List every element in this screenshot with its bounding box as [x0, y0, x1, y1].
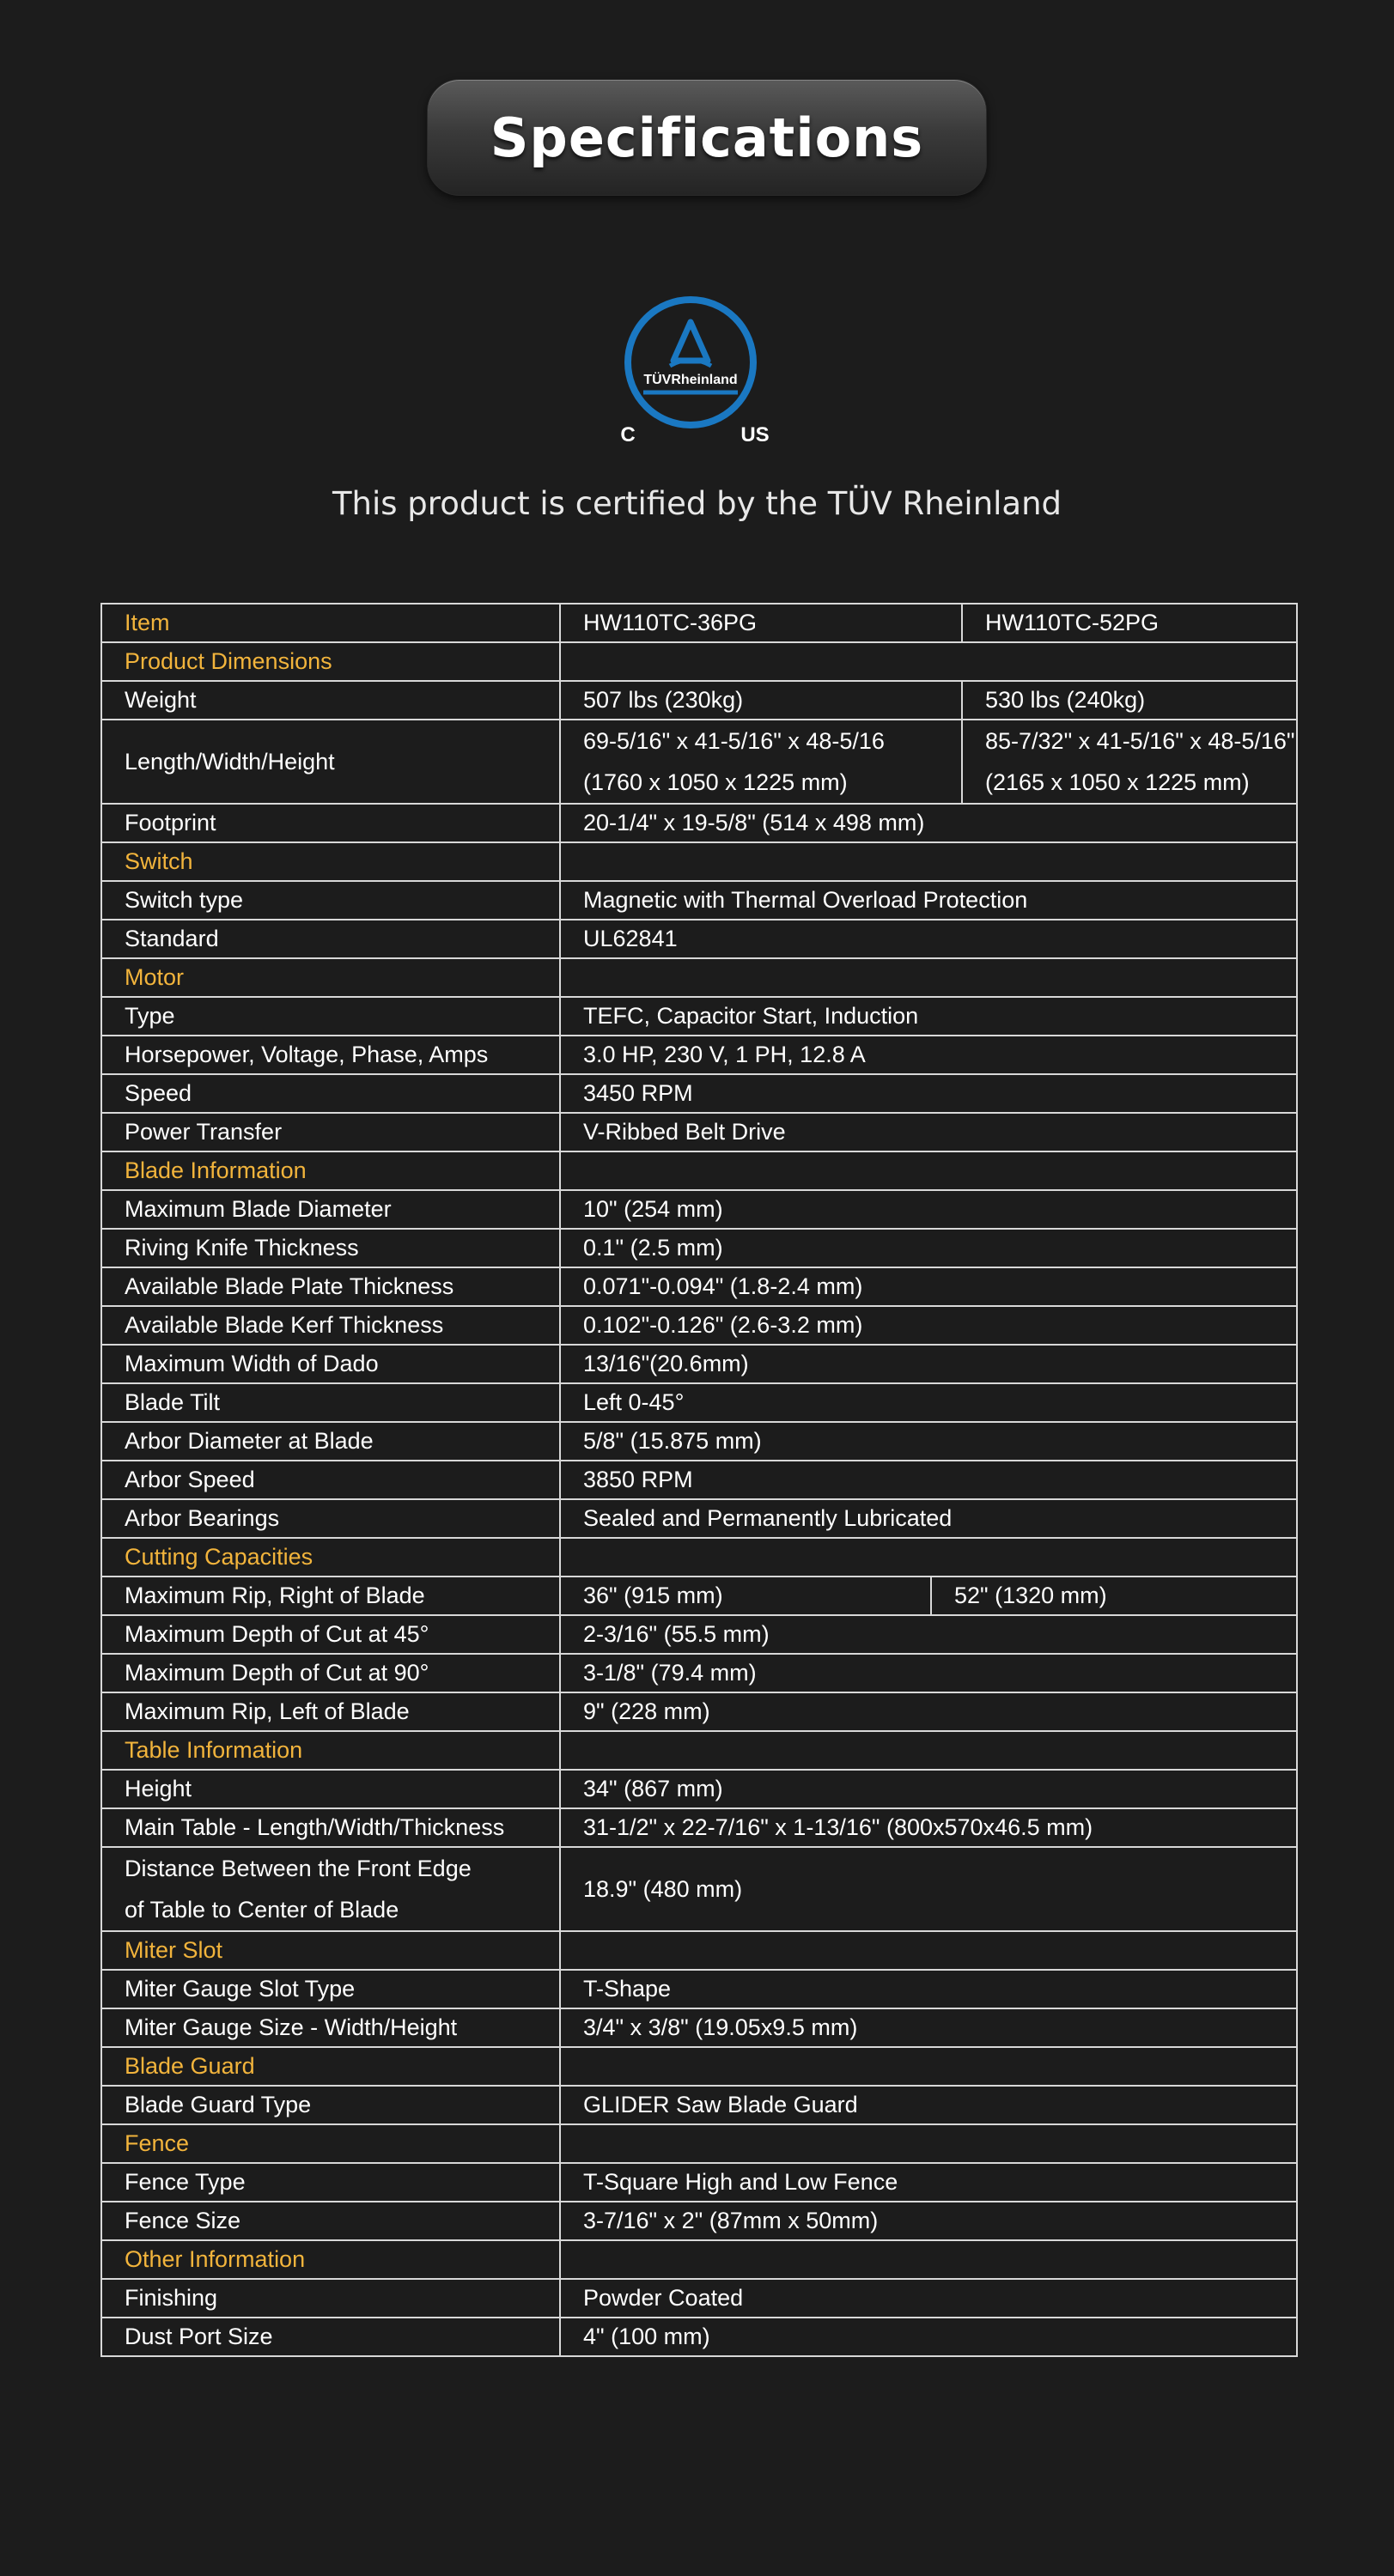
spec-label: Miter Gauge Size - Width/Height	[101, 2008, 560, 2047]
spec-value: 3-7/16" x 2" (87mm x 50mm)	[560, 2202, 1297, 2240]
section-label: Blade Information	[101, 1151, 560, 1190]
section-row-miter-slot	[101, 1931, 1297, 1970]
section-row-blade-guard	[101, 2047, 1297, 2086]
spec-row	[101, 1383, 1297, 1422]
spec-value: 13/16"(20.6mm)	[560, 1345, 1297, 1383]
page-title: Specifications	[490, 106, 924, 169]
spec-value: 2-3/16" (55.5 mm)	[560, 1615, 1297, 1654]
spec-label: Maximum Width of Dado	[101, 1345, 560, 1383]
spec-label: Miter Gauge Slot Type	[101, 1970, 560, 2008]
section-row-switch	[101, 842, 1297, 881]
section-label: Motor	[101, 958, 560, 997]
spec-value: T-Shape	[560, 1970, 1297, 2008]
spec-label: Standard	[101, 920, 560, 958]
spec-value: Sealed and Permanently Lubricated	[560, 1499, 1297, 1538]
spec-value: T-Square High and Low Fence	[560, 2163, 1297, 2202]
spec-value: 31-1/2" x 22-7/16" x 1-13/16" (800x570x46.5 mm)	[560, 1808, 1297, 1847]
spec-row	[101, 1190, 1297, 1229]
spec-value: 3850 RPM	[560, 1461, 1297, 1499]
spec-row	[101, 2202, 1297, 2240]
spec-value: V-Ribbed Belt Drive	[560, 1113, 1297, 1151]
spec-value: 3.0 HP, 230 V, 1 PH, 12.8 A	[560, 1036, 1297, 1074]
spec-row	[101, 681, 1297, 720]
spec-value: GLIDER Saw Blade Guard	[560, 2086, 1297, 2124]
spec-label: Arbor Bearings	[101, 1499, 560, 1538]
section-empty-cell	[560, 1538, 1297, 1577]
spec-row	[101, 1422, 1297, 1461]
spec-row	[101, 1654, 1297, 1692]
section-empty-cell	[560, 2047, 1297, 2086]
spec-value: 0.071"-0.094" (1.8-2.4 mm)	[560, 1267, 1297, 1306]
section-label: Cutting Capacities	[101, 1538, 560, 1577]
spec-value-model-b: 85-7/32" x 41-5/16" x 48-5/16" (2165 x 1050 x 1225 mm)	[962, 720, 1297, 804]
logo-brand-text: TÜVRheinland	[643, 373, 738, 387]
spec-label: Height	[101, 1770, 560, 1808]
cert-mark-c: C	[620, 423, 636, 447]
spec-row	[101, 804, 1297, 842]
spec-row	[101, 2318, 1297, 2356]
section-empty-cell	[560, 642, 1297, 681]
spec-row	[101, 1970, 1297, 2008]
section-row-blade-information	[101, 1151, 1297, 1190]
spec-value: 0.102"-0.126" (2.6-3.2 mm)	[560, 1306, 1297, 1345]
header-item-label: Item	[101, 604, 560, 642]
spec-row	[101, 1074, 1297, 1113]
section-label: Fence	[101, 2124, 560, 2163]
spec-label: Distance Between the Front Edge of Table to Center of Blade	[101, 1847, 560, 1931]
spec-label: Maximum Rip, Right of Blade	[101, 1577, 560, 1615]
spec-label: Riving Knife Thickness	[101, 1229, 560, 1267]
tuv-triangle-icon	[673, 322, 708, 361]
spec-row	[101, 1345, 1297, 1383]
cert-mark-us: US	[740, 423, 770, 447]
section-empty-cell	[560, 1151, 1297, 1190]
specifications-title-banner	[427, 79, 987, 196]
spec-value: Magnetic with Thermal Overload Protection	[560, 881, 1297, 920]
spec-label: Available Blade Plate Thickness	[101, 1267, 560, 1306]
spec-value: UL62841	[560, 920, 1297, 958]
specifications-table	[100, 603, 1298, 2357]
spec-value: 4" (100 mm)	[560, 2318, 1297, 2356]
section-empty-cell	[560, 1731, 1297, 1770]
spec-row	[101, 1229, 1297, 1267]
spec-label: Fence Type	[101, 2163, 560, 2202]
spec-value: 18.9" (480 mm)	[560, 1847, 1297, 1931]
spec-row	[101, 2279, 1297, 2318]
spec-row	[101, 1577, 1297, 1615]
section-label: Table Information	[101, 1731, 560, 1770]
spec-row	[101, 1692, 1297, 1731]
spec-label: Maximum Rip, Left of Blade	[101, 1692, 560, 1731]
spec-value: 5/8" (15.875 mm)	[560, 1422, 1297, 1461]
certification-statement: This product is certified by the TÜV Rheinland	[332, 485, 1062, 522]
spec-value: 3-1/8" (79.4 mm)	[560, 1654, 1297, 1692]
spec-label: Finishing	[101, 2279, 560, 2318]
spec-label: Type	[101, 997, 560, 1036]
spec-value: Powder Coated	[560, 2279, 1297, 2318]
spec-value: 0.1" (2.5 mm)	[560, 1229, 1297, 1267]
spec-value: TEFC, Capacitor Start, Induction	[560, 997, 1297, 1036]
spec-value-model-a: 69-5/16" x 41-5/16" x 48-5/16 (1760 x 1050 x 1225 mm)	[560, 720, 962, 804]
spec-label: Speed	[101, 1074, 560, 1113]
section-row-table-information	[101, 1731, 1297, 1770]
spec-value: 9" (228 mm)	[560, 1692, 1297, 1731]
spec-label: Blade Guard Type	[101, 2086, 560, 2124]
spec-label: Blade Tilt	[101, 1383, 560, 1422]
section-empty-cell	[560, 842, 1297, 881]
spec-label: Dust Port Size	[101, 2318, 560, 2356]
section-empty-cell	[560, 958, 1297, 997]
tuv-rheinland-certification-logo	[615, 292, 787, 447]
spec-label: Switch type	[101, 881, 560, 920]
spec-label: Arbor Speed	[101, 1461, 560, 1499]
spec-row	[101, 720, 1297, 804]
spec-row	[101, 2008, 1297, 2047]
spec-label: Maximum Depth of Cut at 45°	[101, 1615, 560, 1654]
spec-value: 34" (867 mm)	[560, 1770, 1297, 1808]
section-row-cutting-capacities	[101, 1538, 1297, 1577]
spec-row	[101, 920, 1297, 958]
spec-row	[101, 2163, 1297, 2202]
section-label: Switch	[101, 842, 560, 881]
spec-label: Power Transfer	[101, 1113, 560, 1151]
section-row-product-dimensions	[101, 642, 1297, 681]
section-label: Blade Guard	[101, 2047, 560, 2086]
spec-row	[101, 1461, 1297, 1499]
spec-label: Footprint	[101, 804, 560, 842]
spec-row	[101, 1847, 1297, 1931]
spec-row	[101, 1499, 1297, 1538]
spec-value: Left 0-45°	[560, 1383, 1297, 1422]
header-model-a: HW110TC-36PG	[560, 604, 962, 642]
spec-label: Weight	[101, 681, 560, 720]
section-row-other-information	[101, 2240, 1297, 2279]
spec-value-model-a: 507 lbs (230kg)	[560, 681, 962, 720]
spec-row	[101, 1267, 1297, 1306]
spec-value: 10" (254 mm)	[560, 1190, 1297, 1229]
spec-value: 20-1/4" x 19-5/8" (514 x 498 mm)	[560, 804, 1297, 842]
spec-row	[101, 1770, 1297, 1808]
spec-label: Main Table - Length/Width/Thickness	[101, 1808, 560, 1847]
spec-row	[101, 1808, 1297, 1847]
section-label: Other Information	[101, 2240, 560, 2279]
spec-row	[101, 1036, 1297, 1074]
spec-label: Available Blade Kerf Thickness	[101, 1306, 560, 1345]
spec-value-model-b: 530 lbs (240kg)	[962, 681, 1297, 720]
section-label: Miter Slot	[101, 1931, 560, 1970]
spec-label: Horsepower, Voltage, Phase, Amps	[101, 1036, 560, 1074]
spec-label: Fence Size	[101, 2202, 560, 2240]
section-row-fence	[101, 2124, 1297, 2163]
spec-row	[101, 1615, 1297, 1654]
spec-row	[101, 881, 1297, 920]
spec-value: 3450 RPM	[560, 1074, 1297, 1113]
section-row-motor	[101, 958, 1297, 997]
header-model-b: HW110TC-52PG	[962, 604, 1297, 642]
spec-label: Length/Width/Height	[101, 720, 560, 804]
spec-label: Maximum Blade Diameter	[101, 1190, 560, 1229]
spec-label: Arbor Diameter at Blade	[101, 1422, 560, 1461]
section-empty-cell	[560, 2124, 1297, 2163]
spec-row	[101, 2086, 1297, 2124]
spec-row	[101, 1113, 1297, 1151]
spec-value: 3/4" x 3/8" (19.05x9.5 mm)	[560, 2008, 1297, 2047]
section-empty-cell	[560, 2240, 1297, 2279]
table-header-row	[101, 604, 1297, 642]
spec-value-model-a: 36" (915 mm)	[560, 1577, 931, 1615]
section-label: Product Dimensions	[101, 642, 560, 681]
section-empty-cell	[560, 1931, 1297, 1970]
spec-row	[101, 997, 1297, 1036]
spec-label: Maximum Depth of Cut at 90°	[101, 1654, 560, 1692]
spec-row	[101, 1306, 1297, 1345]
spec-value-model-b: 52" (1320 mm)	[931, 1577, 1297, 1615]
